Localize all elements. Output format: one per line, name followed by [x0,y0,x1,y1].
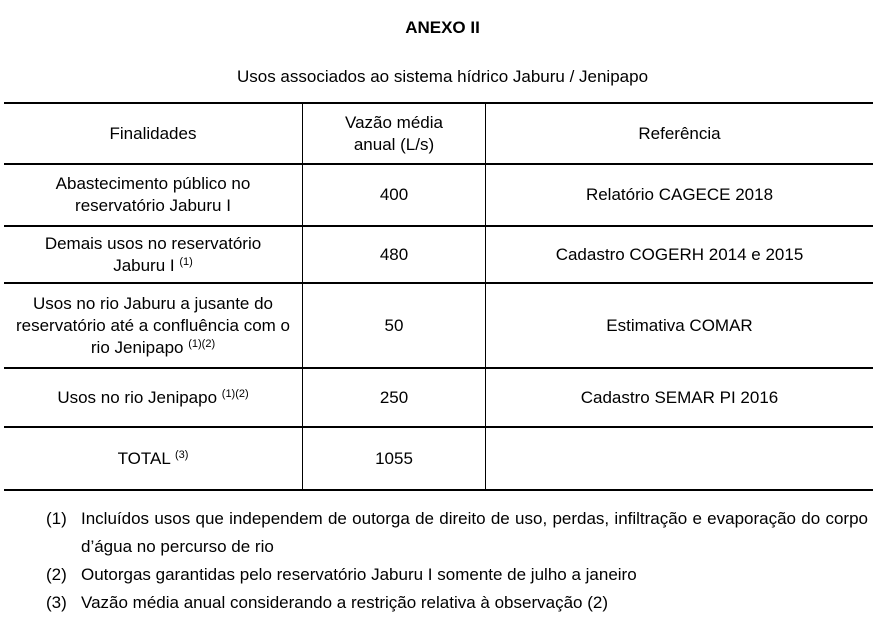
footnote-ref: (1) [179,255,193,268]
cell-vazao: 50 [303,283,486,368]
finalidade-text: Usos no rio Jenipapo [57,387,218,407]
table-total-row [4,427,873,490]
footnote-text: Vazão média anual considerando a restrição relativa à observação (2) [81,593,608,612]
usage-table [4,102,873,491]
table-header-row [4,103,873,164]
table-row [4,226,873,283]
cell-vazao: 400 [303,164,486,226]
cell-finalidade [4,368,303,427]
cell-total-label [4,427,303,490]
footnote-number: (3) [46,593,67,612]
footnote-1 [46,505,868,561]
cell-referencia: Relatório CAGECE 2018 [486,164,874,226]
table-row [4,283,873,368]
cell-total-referencia [486,427,874,490]
cell-vazao: 250 [303,368,486,427]
cell-referencia: Estimativa COMAR [486,283,874,368]
table-row [4,164,873,226]
cell-finalidade [4,164,303,226]
footnote-ref: (1)(2) [221,387,249,400]
footnote-3 [46,589,868,617]
footnote-ref: (1)(2) [188,337,216,350]
footnotes [46,505,868,617]
header-referencia: Referência [486,103,874,164]
cell-finalidade [4,283,303,368]
finalidade-text: Abastecimento público no reservatório Jaburu I [55,174,251,215]
footnote-number: (2) [46,565,67,584]
cell-finalidade [4,226,303,283]
footnote-number: (1) [46,509,67,528]
footnote-2 [46,561,868,589]
total-label: TOTAL [117,448,171,468]
cell-total-vazao: 1055 [303,427,486,490]
table-caption: Usos associados ao sistema hídrico Jaburu / Jenipapo [236,67,649,86]
footnote-text: Incluídos usos que independem de outorga de direito de uso, perdas, infiltração e evaporação do corpo d’água no percurso de rio [81,509,868,556]
footnote-ref: (3) [174,448,189,461]
document-title: ANEXO II [405,18,480,37]
header-vazao-label: Vazão média anual (L/s) [345,112,443,154]
cell-vazao: 480 [303,226,486,283]
cell-referencia: Cadastro COGERH 2014 e 2015 [486,226,874,283]
finalidade-text: Demais usos no reservatório Jaburu I [44,233,262,275]
cell-referencia: Cadastro SEMAR PI 2016 [486,368,874,427]
header-finalidades: Finalidades [4,103,303,164]
finalidade-text: Usos no rio Jaburu a jusante do reservatório até a confluência com o rio Jenipapo [15,293,291,357]
table-row [4,368,873,427]
header-vazao [303,103,486,164]
footnote-text: Outorgas garantidas pelo reservatório Jaburu I somente de julho a janeiro [81,565,637,584]
